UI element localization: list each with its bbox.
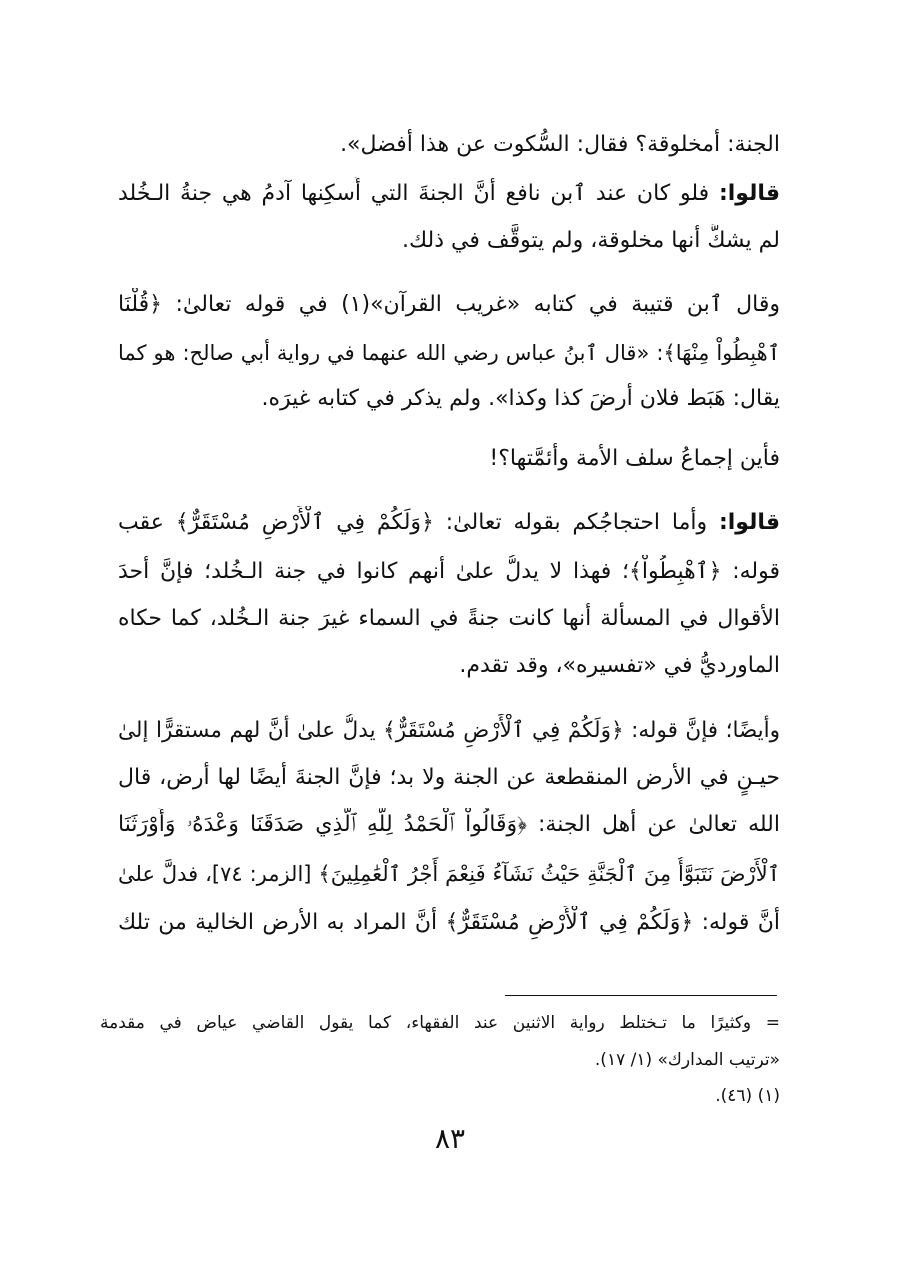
body-line-4: وقال ٱبن قتيبة في كتابه «غريب القرآن»(١) في قوله تعالىٰ: ﴿قُلْنَا [118,292,780,317]
page-number: ٨٣ [434,1122,466,1155]
body-line-3: لم يشكَّ أنها مخلوقة، ولم يتوقَّف في ذلك. [402,228,780,253]
footnote-line-2: «ترتيب المدارك» (١/ ١٧). [594,1050,780,1070]
body-line-8: قالوا: وأما احتجاجُكم بقوله تعالىٰ: ﴿وَلَكُمْ فِي ٱلْأَرْضِ مُسْتَقَرٌّ﴾ عقب [118,510,780,535]
lead-word: قالوا: [718,181,780,206]
body-line-15: ٱلْأَرْضَ نَتَبَوَّأُ مِنَ ٱلْجَنَّةِ حَيْثُ نَشَآءُ فَنِعْمَ أَجْرُ ٱلْعَٰمِلِينَ﴾ [الزمر: ٧٤]، فدلَّ علىٰ [118,862,780,886]
body-line-5: ٱهْبِطُواْ مِنْهَا﴾: «قال ٱبنُ عباس رضي الله عنهما في رواية أبي صالح: هو كما [118,341,780,365]
body-line-1: الجنة: أمخلوقة؟ فقال: السُّكوت عن هذا أفضل». [340,132,780,157]
footnote-separator [505,995,777,996]
body-line-2: قالوا: فلو كان عند ٱبن نافع أنَّ الجنةَ التي أُسكِنها آدمُ هي جنةُ الـخُلد [118,181,780,206]
footnote-line-1: = وكثيرًا ما تـختلط رواية الاثنين عند الفقهاء، كما يقول القاضي عياض في مقدمة [100,1013,780,1033]
lead-word: قالوا: [718,510,780,535]
footnote-line-3: (١) (٤٦). [715,1086,780,1106]
body-line-7: فأين إجماعُ سلف الأمة وأئمَّتها؟! [489,446,780,471]
body-line-11: الماورديُّ في «تفسيره»، وقد تقدم. [459,653,780,678]
body-line-16: أنَّ قوله: ﴿وَلَكُمْ فِي ٱلْأَرْضِ مُسْتَقَرٌّ﴾ أنَّ المراد به الأرض الخالية من تلك [118,910,780,935]
body-line-10: الأقوال في المسألة أنها كانت جنةً في السماء غيرَ جنة الـخُلد، كما حكاه [118,606,780,631]
body-line-6: يقال: هَبَط فلان أرضَ كذا وكذا». ولم يذكر في كتابه غيرَه. [261,386,780,411]
body-line-9: قوله: ﴿ٱهْبِطُواْ﴾؛ فهذا لا يدلُّ علىٰ أنهم كانوا في جنة الـخُلد؛ فإنَّ أحدَ [118,559,780,584]
body-line-13: حيـنٍ في الأرض المنقطعة عن الجنة ولا بد؛ فإنَّ الجنةَ أيضًا لها أرض، قال [118,765,780,790]
body-line-12: وأيضًا؛ فإنَّ قوله: ﴿وَلَكُمْ فِي ٱلْأَرْضِ مُسْتَقَرٌّ﴾ يدلُّ علىٰ أنَّ لهم مستقرًّا إلىٰ [118,718,780,743]
body-line-14: الله تعالىٰ عن أهل الجنة: ﴿وَقَالُواْ ٱلْحَمْدُ لِلَّهِ ٱلَّذِي صَدَقَنَا وَعْدَهُۥ وَأَوْرَثَنَا [118,812,780,837]
